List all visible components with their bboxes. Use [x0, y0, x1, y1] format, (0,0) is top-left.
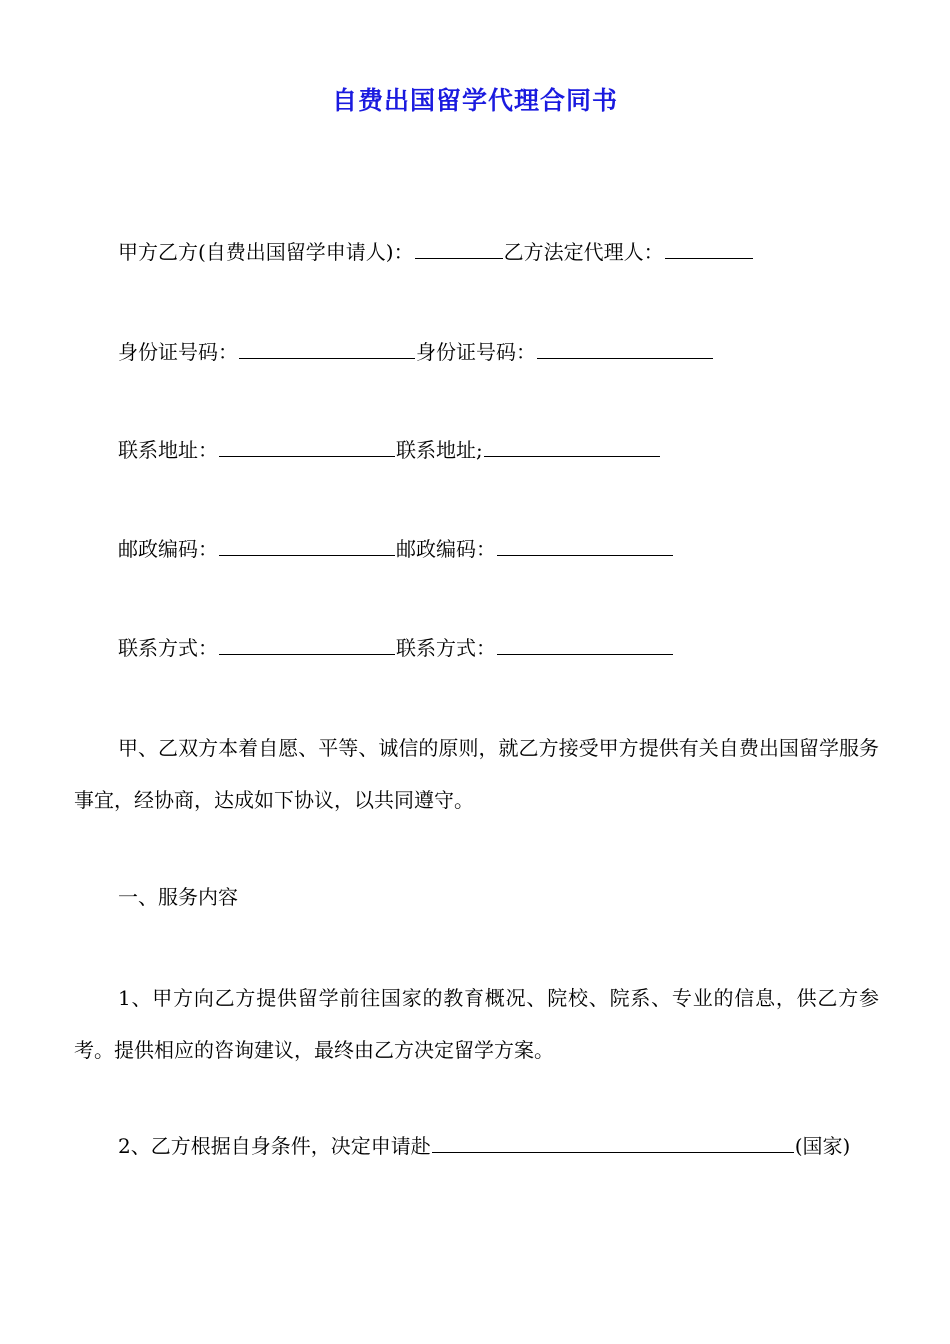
party-b-agent-blank[interactable] [665, 240, 753, 259]
contact-blank-b[interactable] [497, 636, 673, 655]
id-blank-a[interactable] [239, 340, 415, 359]
clause-2-prefix: 2、乙方根据自身条件，决定申请赴 [118, 1134, 431, 1158]
postal-blank-b[interactable] [497, 537, 673, 556]
party-b-agent-label: 乙方法定代理人： [503, 240, 664, 264]
postal-label-b: 邮政编码： [396, 537, 496, 561]
contact-blank-a[interactable] [219, 636, 395, 655]
postal-blank-a[interactable] [219, 537, 395, 556]
page-title: 自费出国留学代理合同书 [331, 86, 618, 115]
id-label-b: 身份证号码： [416, 340, 536, 364]
section-1-heading: 一、服务内容 [118, 885, 238, 909]
address-label-a: 联系地址： [118, 438, 218, 462]
address-blank-a[interactable] [219, 438, 395, 457]
clause-1-paragraph: 1、甲方向乙方提供留学前往国家的教育概况、院校、院系、专业的信息，供乙方参考。提供相应的咨询建议，最终由乙方决定留学方案。 [74, 986, 879, 1062]
intro-paragraph: 甲、乙双方本着自愿、平等、诚信的原则，就乙方接受甲方提供有关自费出国留学服务事宜，经协商，达成如下协议，以共同遵守。 [74, 736, 879, 812]
postal-line [118, 535, 674, 563]
postal-label-a: 邮政编码： [118, 537, 218, 561]
address-label-b: 联系地址; [396, 438, 483, 462]
id-blank-b[interactable] [537, 340, 713, 359]
contact-line [118, 634, 674, 662]
clause-2-suffix: (国家) [794, 1134, 851, 1158]
address-blank-b[interactable] [484, 438, 660, 457]
country-blank[interactable] [432, 1134, 794, 1153]
party-line [118, 238, 754, 266]
party-a-label: 甲方乙方(自费出国留学申请人)： [118, 240, 414, 264]
contact-label-b: 联系方式： [396, 636, 496, 660]
address-line [118, 436, 661, 464]
clause-2-paragraph [74, 1120, 879, 1172]
id-label-a: 身份证号码： [118, 340, 238, 364]
party-a-name-blank[interactable] [415, 240, 503, 259]
contact-label-a: 联系方式： [118, 636, 218, 660]
id-line [118, 338, 714, 366]
